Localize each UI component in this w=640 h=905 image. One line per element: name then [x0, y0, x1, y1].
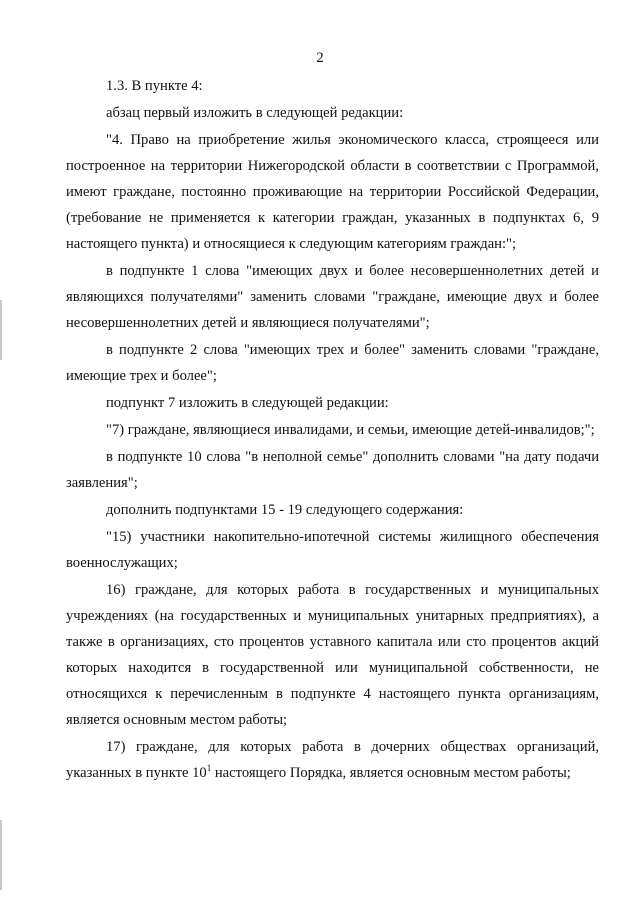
scan-edge-mark-bottom: [0, 820, 2, 890]
paragraph-subpoint-10-change: в подпункте 10 слова "в неполной семье" дополнить словами "на дату подачи заявления";: [66, 449, 599, 491]
paragraph-subpoint-1-change: в подпункте 1 слова "имеющих двух и более несовершеннолетних детей и являющихся получателями" заменить словами "граждане, имеющие двух и более несовершеннолетних детей и являющиеся получателями";: [66, 263, 599, 331]
paragraph-subpoint-2-change: в подпункте 2 слова "имеющих трех и более" заменить словами "граждане, имеющие трех и более";: [66, 342, 599, 384]
subpoint-17-text-before: 17) граждане, для которых работа в дочерних обществах организаций, указанных в пункте 10: [66, 739, 599, 781]
paragraph-subpoint-7-intro: подпункт 7 изложить в следующей редакции:: [106, 395, 389, 411]
paragraph-section-1-3: 1.3. В пункте 4:: [106, 78, 203, 94]
paragraph-subpoint-7-text: "7) граждане, являющиеся инвалидами, и семьи, имеющие детей-инвалидов;";: [106, 422, 595, 438]
paragraph-add-subpoints-intro: дополнить подпунктами 15 - 19 следующего содержания:: [106, 502, 464, 518]
subpoint-17-text-after: настоящего Порядка, является основным местом работы;: [211, 765, 571, 781]
page-number: 2: [316, 50, 324, 66]
paragraph-subpoint-15: "15) участники накопительно-ипотечной системы жилищного обеспечения военнослужащих;: [66, 529, 599, 571]
subpoint-17-superscript: 1: [206, 763, 212, 774]
paragraph-subpoint-16: 16) граждане, для которых работа в государственных и муниципальных учреждениях (на государственных и муниципальных унитарных предприятиях), а также в организациях, сто процентов уставного капитала или сто процентов акций которых находится в государственной или муниципальной собственности, не относящихся к перечисленным в подпункте 4 настоящего пункта организациям, является основным местом работы;: [66, 582, 599, 728]
paragraph-subpoint-17: [66, 734, 599, 786]
scan-edge-mark-top: [0, 300, 2, 360]
paragraph-point-4-text: "4. Право на приобретение жилья экономического класса, строящееся или построенное на территории Нижегородской области в соответствии с Программой, имеют граждане, постоянно проживающие на территории Российской Федерации, (требование не применяется к категории граждан, указанных в подпунктах 6, 9 настоящего пункта) и относящиеся к следующим категориям граждан:";: [66, 132, 599, 252]
document-body: [66, 73, 599, 786]
paragraph-amendment-intro: абзац первый изложить в следующей редакции:: [106, 105, 404, 121]
